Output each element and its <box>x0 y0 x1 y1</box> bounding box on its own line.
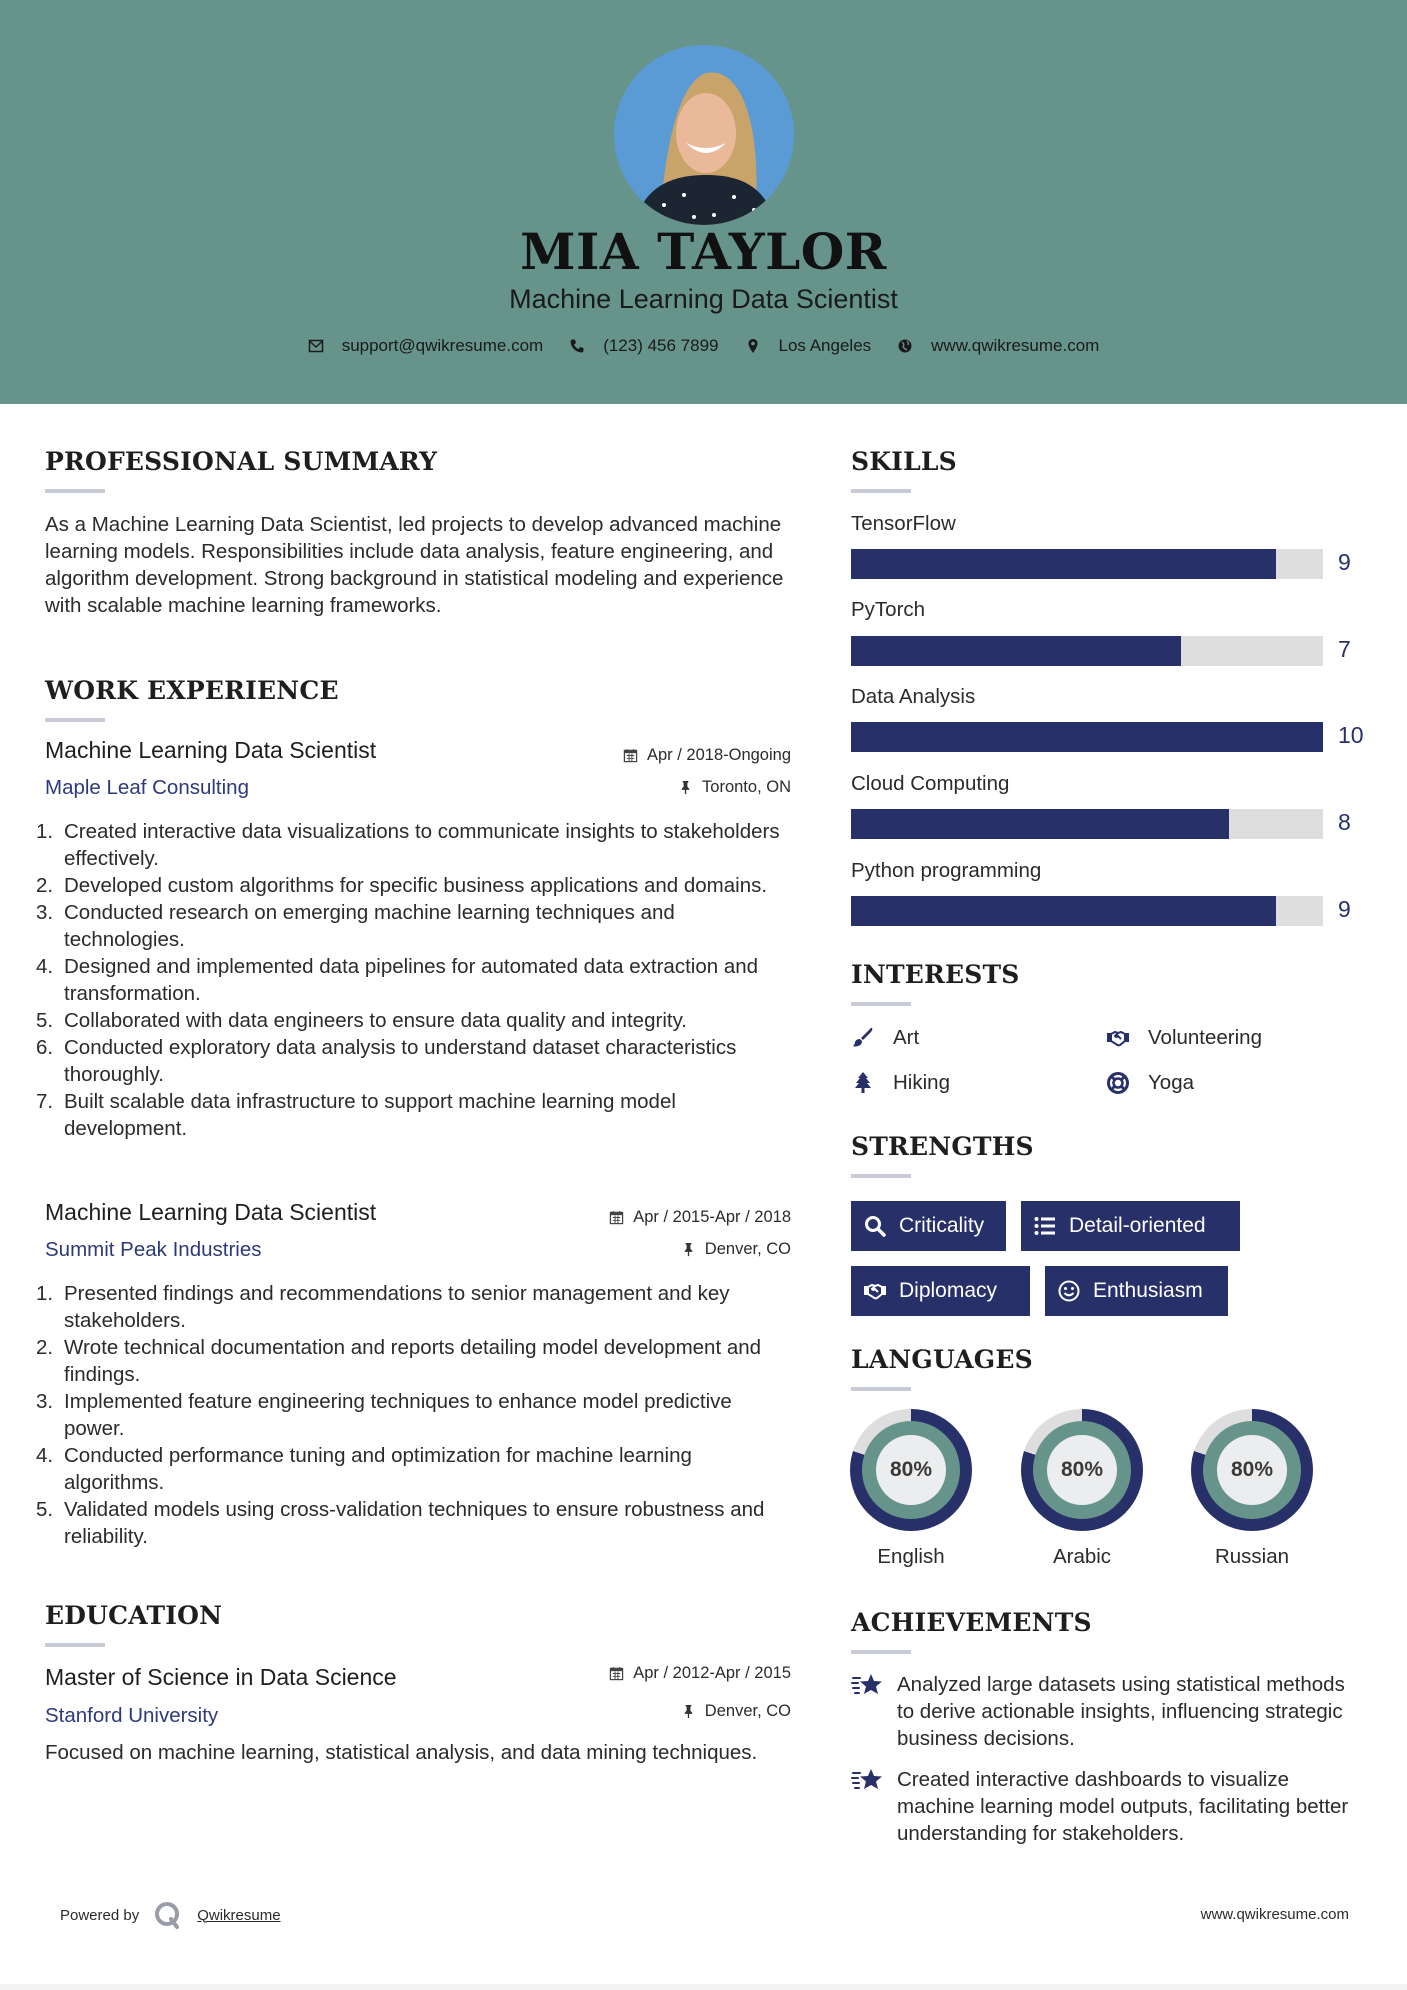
duty-item: 4. Conducted performance tuning and optimization for machine learning algorithms. <box>36 1444 692 1494</box>
section-rule <box>45 1643 105 1647</box>
skill-bar <box>851 549 1323 579</box>
footer-url[interactable]: www.qwikresume.com <box>1200 1906 1349 1923</box>
skill-bar-fill <box>851 896 1276 926</box>
company-name: Maple Leaf Consulting <box>45 776 249 799</box>
skill-bar <box>851 896 1323 926</box>
company-name: Summit Peak Industries <box>45 1238 262 1261</box>
contact-phone[interactable]: (123) 456 7899 <box>569 336 718 356</box>
candidate-name: MIA TAYLOR <box>520 222 887 281</box>
experience-heading: WORK EXPERIENCE <box>45 676 339 705</box>
language-percent: 80% <box>1047 1435 1117 1505</box>
skill-bar <box>851 809 1323 839</box>
duty-item: 5. Collaborated with data engineers to ensure data quality and integrity. <box>36 1009 687 1032</box>
calendar-icon <box>609 1210 624 1225</box>
main-column <box>36 0 791 1990</box>
skill-bar-fill <box>851 549 1276 579</box>
degree: Master of Science in Data Science <box>45 1664 397 1690</box>
language-percent: 80% <box>1217 1435 1287 1505</box>
section-rule <box>45 489 105 493</box>
qwikresume-link[interactable]: Qwikresume <box>197 1906 281 1924</box>
achievements-heading: ACHIEVEMENTS <box>851 1608 1092 1637</box>
language-item <box>850 1409 972 1569</box>
achievement-item: Created interactive dashboards to visualize machine learning model outputs, facilitating better understanding for stakeholders. <box>851 1766 1371 1847</box>
shooting-star-icon <box>851 1671 885 1699</box>
skill-name: Python programming <box>851 859 1042 882</box>
paintbrush-icon <box>851 1026 875 1050</box>
pushpin-icon <box>681 1704 696 1719</box>
calendar-icon <box>623 748 638 763</box>
duty-item: 2. Wrote technical documentation and reports detailing model development and findings. <box>36 1336 762 1386</box>
interests-heading: INTERESTS <box>851 960 1020 989</box>
job-title: Machine Learning Data Scientist <box>45 737 377 763</box>
strength-tag: Enthusiasm <box>1045 1266 1228 1316</box>
interest-item: Yoga <box>1106 1071 1194 1095</box>
interest-item: Hiking <box>851 1071 950 1095</box>
strengths-heading: STRENGTHS <box>851 1132 1034 1161</box>
language-item <box>1021 1409 1143 1569</box>
skill-name: TensorFlow <box>851 512 956 535</box>
duty-item: 4. Designed and implemented data pipelines for automated data extraction and transformation. <box>36 955 759 1005</box>
shooting-star-icon <box>851 1766 885 1794</box>
strength-tag: Diplomacy <box>851 1266 1030 1316</box>
skill-name: PyTorch <box>851 598 926 621</box>
qwikresume-logo-icon <box>153 1900 183 1930</box>
section-rule <box>851 1650 911 1654</box>
section-rule <box>851 1387 911 1391</box>
language-donut <box>1021 1409 1143 1531</box>
contact-website[interactable]: www.qwikresume.com <box>897 336 1099 356</box>
language-donut <box>850 1409 972 1531</box>
sidebar-column <box>851 0 1391 1990</box>
skill-name: Data Analysis <box>851 685 976 708</box>
summary-heading: PROFESSIONAL SUMMARY <box>45 447 438 476</box>
handshake-icon <box>863 1279 887 1303</box>
skills-heading: SKILLS <box>851 447 957 476</box>
tree-icon <box>851 1071 875 1095</box>
strength-tag: Detail-oriented <box>1021 1201 1240 1251</box>
pushpin-icon <box>681 1242 696 1257</box>
contact-location: Los Angeles <box>745 336 872 356</box>
languages-heading: LANGUAGES <box>851 1345 1033 1374</box>
job-dates: Apr / 2015-Apr / 2018 <box>609 1208 791 1227</box>
duty-item: 3. Conducted research on emerging machine learning techniques and technologies. <box>36 901 675 951</box>
list-icon <box>1033 1214 1057 1238</box>
education-heading: EDUCATION <box>45 1601 223 1630</box>
duty-item: 1. Presented findings and recommendations to senior management and key stakeholders. <box>36 1282 730 1332</box>
duty-item: 1. Created interactive data visualizations to communicate insights to stakeholders effectively. <box>36 820 780 870</box>
contact-email[interactable]: support@qwikresume.com <box>308 336 544 356</box>
skill-bar <box>851 636 1323 666</box>
footer-powered-by: Powered by Qwikresume <box>60 1900 281 1930</box>
page-bottom-edge <box>0 1984 1407 1990</box>
strength-tag: Criticality <box>851 1201 1006 1251</box>
section-rule <box>851 1174 911 1178</box>
duty-item: 6. Conducted exploratory data analysis to understand dataset characteristics thoroughly. <box>36 1036 737 1086</box>
skill-value: 7 <box>1338 636 1351 662</box>
duty-item: 2. Developed custom algorithms for specific business applications and domains. <box>36 874 768 897</box>
school-name: Stanford University <box>45 1704 219 1727</box>
duty-item: 7. Built scalable data infrastructure to support machine learning model development. <box>36 1090 676 1140</box>
section-rule <box>851 489 911 493</box>
language-item <box>1191 1409 1313 1569</box>
job-title: Machine Learning Data Scientist <box>45 1199 377 1225</box>
job-location: Denver, CO <box>681 1240 791 1259</box>
skill-value: 9 <box>1338 549 1351 575</box>
pushpin-icon <box>678 780 693 795</box>
skill-value: 9 <box>1338 896 1351 922</box>
skill-bar-fill <box>851 636 1181 666</box>
skill-bar-fill <box>851 722 1323 752</box>
search-icon <box>863 1214 887 1238</box>
interest-item: Art <box>851 1026 919 1050</box>
interest-item: Volunteering <box>1106 1026 1262 1050</box>
language-donut <box>1191 1409 1313 1531</box>
skill-value: 8 <box>1338 809 1351 835</box>
language-name: Arabic <box>1052 1545 1112 1568</box>
duty-item: 3. Implemented feature engineering techniques to enhance model predictive power. <box>36 1390 732 1440</box>
candidate-title: Machine Learning Data Scientist <box>509 284 898 314</box>
handshake-icon <box>1106 1026 1130 1050</box>
education-location: Denver, CO <box>681 1702 791 1721</box>
achievement-item: Analyzed large datasets using statistical methods to derive actionable insights, influencing strategic business decisions. <box>851 1671 1371 1752</box>
language-name: English <box>877 1545 945 1568</box>
section-rule <box>45 718 105 722</box>
education-dates: Apr / 2012-Apr / 2015 <box>609 1664 791 1683</box>
duty-list <box>36 818 796 1142</box>
summary-text: As a Machine Learning Data Scientist, led projects to develop advanced machine learning models. Responsibilities include data analysis, feature engineering, and algorithm development. Strong background in statistical modeling and experience with scalable machine learning frameworks. <box>45 513 784 617</box>
calendar-icon <box>609 1666 624 1681</box>
job-dates: Apr / 2018-Ongoing <box>623 746 791 765</box>
skill-bar <box>851 722 1323 752</box>
job-location: Toronto, ON <box>678 778 791 797</box>
smile-icon <box>1057 1279 1081 1303</box>
language-percent: 80% <box>876 1435 946 1505</box>
duty-item: 5. Validated models using cross-validation techniques to ensure robustness and reliability. <box>36 1498 765 1548</box>
skill-bar-fill <box>851 809 1229 839</box>
duty-list <box>36 1280 796 1550</box>
life-ring-icon <box>1106 1071 1130 1095</box>
section-rule <box>851 1002 911 1006</box>
skill-value: 10 <box>1338 722 1364 748</box>
education-description: Focused on machine learning, statistical analysis, and data mining techniques. <box>45 1741 758 1764</box>
language-name: Russian <box>1214 1545 1290 1568</box>
skill-name: Cloud Computing <box>851 772 1010 795</box>
